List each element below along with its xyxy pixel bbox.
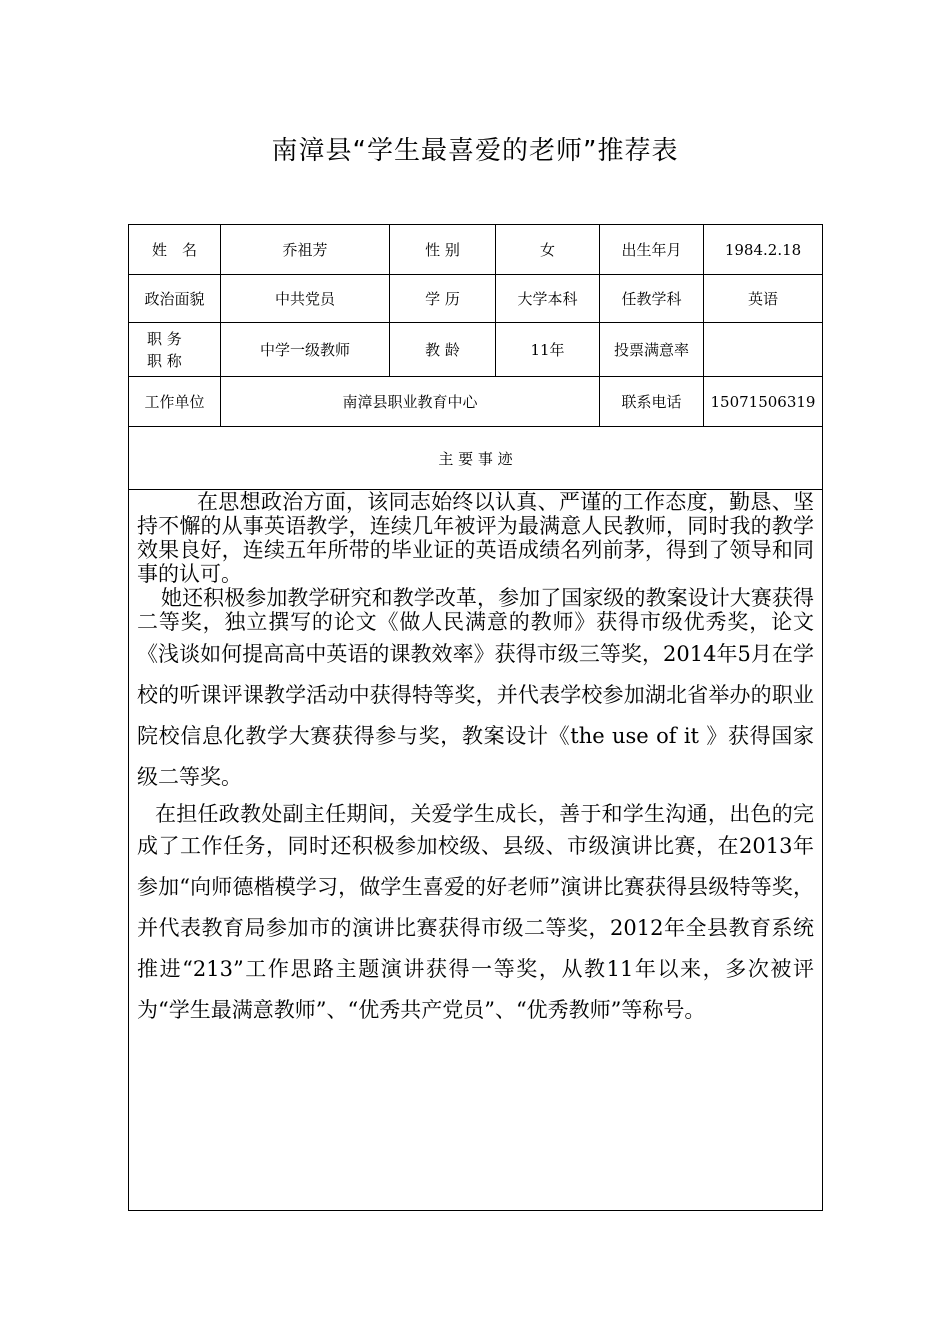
section-header: 主 要 事 迹 xyxy=(129,427,823,490)
deeds-row xyxy=(129,490,823,1211)
page-title: 南漳县“学生最喜爱的老师”推荐表 xyxy=(271,136,679,166)
deeds-paragraph-2 xyxy=(137,586,814,798)
name-value: 乔祖芳 xyxy=(221,225,390,275)
unit-label: 工作单位 xyxy=(129,377,221,427)
deeds-paragraph-3-part-c: 获得一等奖，从教11年以来，多次被评为“学生最满意教师”、“优秀共产党员”、“优秀教师”等称号。 xyxy=(137,957,814,1022)
subject-value: 英语 xyxy=(704,275,823,323)
form-row-1 xyxy=(129,225,823,275)
gender-label: 性 别 xyxy=(390,225,496,275)
phone-value: 15071506319 xyxy=(704,377,823,427)
position-label xyxy=(129,323,221,377)
deeds-paragraph-2-part-b: 奖，2014年5月在学校的听课评课教学活动中获得特等奖，并代表学校参加湖北省举办的职业院校信息化教学大赛获得参与奖，教案设计《the use of it 》获得国家级二等奖。 xyxy=(137,642,815,789)
deeds-paragraph-3-part-b: 赛，在2013年参加“向师德楷模学习，做学生喜爱的好老师”演讲比赛获得县级特等奖，并代表教育局参加市的演讲比赛获得市级二等奖，2012年全县教育系统推进“213”工作思路主题演讲 xyxy=(137,834,814,981)
education-label: 学 历 xyxy=(390,275,496,323)
deeds-paragraph-3 xyxy=(137,802,814,1031)
form-row-3 xyxy=(129,323,823,377)
position-value: 中学一级教师 xyxy=(221,323,390,377)
deeds-paragraph-2-part-a: 她还积极参加教学研究和教学改革，参加了国家级的教案设计大赛获得二等奖，独立撰写的论文《做人民满意的教师》获得市级优秀奖，论文《浅谈如何提高高中英语的课教效率》获得市级三等 xyxy=(137,586,814,666)
deeds-cell xyxy=(129,490,823,1211)
deeds-paragraph-1: 在思想政治方面，该同志始终以认真、严谨的工作态度，勤恳、坚持不懈的从事英语教学，连续几年被评为最满意人民教师，同时我的教学效果良好，连续五年所带的毕业证的英语成绩名列前茅，得到了领导和同事的认可。 xyxy=(137,490,814,586)
birth-value: 1984.2.18 xyxy=(704,225,823,275)
politics-label: 政治面貌 xyxy=(129,275,221,323)
phone-label: 联系电话 xyxy=(600,377,704,427)
name-label: 姓 名 xyxy=(129,225,221,275)
gender-value: 女 xyxy=(496,225,600,275)
subject-label: 任教学科 xyxy=(600,275,704,323)
position-label-line-2: 职 称 xyxy=(147,351,182,370)
unit-value: 南漳县职业教育中心 xyxy=(221,377,600,427)
satisfaction-label: 投票满意率 xyxy=(600,323,704,377)
form-row-4 xyxy=(129,377,823,427)
deeds-paragraph-3-part-a: 在担任政教处副主任期间，关爱学生成长，善于和学生沟通，出色的完成了工作任务，同时还积极参加校级、县级、市级演讲比 xyxy=(137,802,814,858)
satisfaction-value xyxy=(704,323,823,377)
years-value: 11年 xyxy=(496,323,600,377)
birth-label: 出生年月 xyxy=(600,225,704,275)
position-label-line-1: 职 务 xyxy=(147,329,182,348)
form-row-2 xyxy=(129,275,823,323)
years-label: 教 龄 xyxy=(390,323,496,377)
recommendation-form xyxy=(128,224,823,1211)
education-value: 大学本科 xyxy=(496,275,600,323)
section-header-row xyxy=(129,427,823,490)
politics-value: 中共党员 xyxy=(221,275,390,323)
